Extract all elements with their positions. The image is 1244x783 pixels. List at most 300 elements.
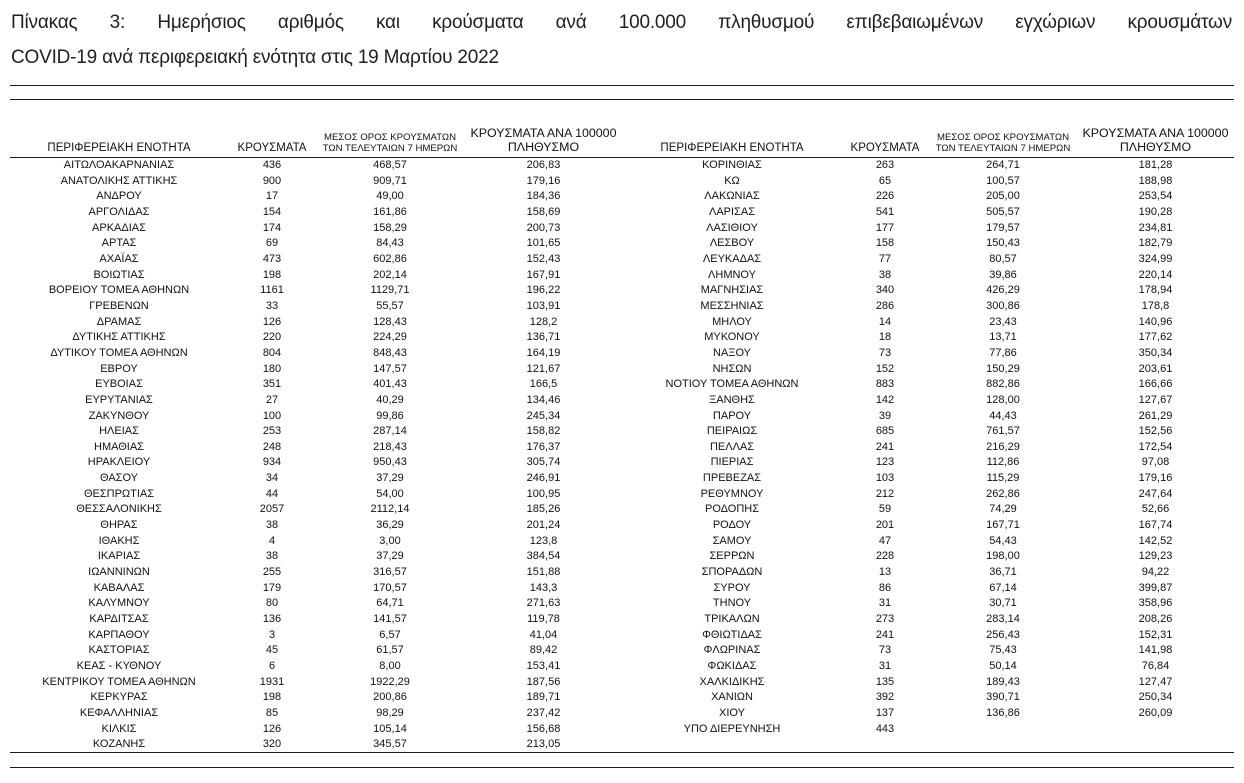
table-row bbox=[10, 581, 1234, 597]
cell-7day-average: 200,86 bbox=[373, 691, 407, 704]
cell-region-name: ΕΥΒΟΙΑΣ bbox=[95, 378, 143, 391]
cell-7day-average: 345,57 bbox=[373, 738, 407, 751]
cell-7day-average: 262,86 bbox=[986, 487, 1020, 500]
cell-region-name: ΝΑΞΟΥ bbox=[713, 346, 751, 359]
cell-cases-per-100k: 213,05 bbox=[526, 738, 561, 751]
cell-region-name: ΕΥΡΥΤΑΝΙΑΣ bbox=[85, 393, 153, 406]
cell-cases-per-100k: 208,26 bbox=[1138, 613, 1173, 626]
cell-region-name: ΝΟΤΙΟΥ ΤΟΜΕΑ ΑΘΗΝΩΝ bbox=[665, 378, 799, 391]
cell-cases-per-100k: 188,98 bbox=[1138, 174, 1173, 187]
cell-region-name: ΚΟΡΙΝΘΙΑΣ bbox=[702, 159, 762, 171]
cell-7day-average: 37,29 bbox=[376, 472, 404, 485]
table-row bbox=[10, 565, 1234, 581]
column-header-cases: ΚΡΟΥΣΜΑΤΑ bbox=[228, 114, 316, 158]
cell-daily-cases: 137 bbox=[875, 706, 895, 719]
table-row bbox=[10, 409, 1234, 425]
cell-7day-average: 84,43 bbox=[376, 237, 404, 250]
column-header-avg-7day: ΜΕΣΟΣ ΟΡΟΣ ΚΡΟΥΣΜΑΤΩΝ ΤΩΝ ΤΕΛΕΥΤΑΙΩΝ 7 ΗΜΕΡΩΝ bbox=[316, 114, 464, 158]
cell-region-name: ΝΗΣΩΝ bbox=[712, 362, 752, 375]
table-row bbox=[10, 377, 1234, 393]
cell-region-name: ΑΡΓΟΛΙΔΑΣ bbox=[88, 205, 150, 218]
page-title-line1: Πίνακας 3: Ημερήσιος αριθμός και κρούσματα ανά 100.000 πληθυσμού επιβεβαιωμένων εγχώριων κρουσμάτων bbox=[11, 12, 1232, 33]
cell-daily-cases: 33 bbox=[265, 299, 279, 312]
cell-cases-per-100k: 101,65 bbox=[526, 237, 561, 250]
cell-daily-cases: 1931 bbox=[259, 675, 285, 688]
cell-7day-average: 468,57 bbox=[373, 159, 407, 171]
cell-region-name: ΚΑΡΠΑΘΟΥ bbox=[88, 628, 150, 641]
cell-daily-cases: 126 bbox=[262, 315, 282, 328]
cell-7day-average: 100,57 bbox=[986, 174, 1020, 187]
cell-cases-per-100k: 178,8 bbox=[1141, 299, 1170, 312]
table-row bbox=[10, 189, 1234, 205]
cell-cases-per-100k: 103,91 bbox=[526, 299, 561, 312]
cell-daily-cases: 174 bbox=[262, 221, 282, 234]
cell-cases-per-100k bbox=[1077, 737, 1234, 753]
cell-7day-average: 36,71 bbox=[989, 566, 1017, 579]
cell-7day-average: 161,86 bbox=[373, 205, 407, 218]
cell-cases-per-100k: 52,66 bbox=[1141, 503, 1170, 516]
cell-cases-per-100k: 143,3 bbox=[529, 581, 558, 594]
cell-cases-per-100k: 100,95 bbox=[526, 487, 561, 500]
cell-region-name: ΔΥΤΙΚΟΥ ΤΟΜΕΑ ΑΘΗΝΩΝ bbox=[50, 346, 188, 359]
cell-cases-per-100k: 128,2 bbox=[529, 315, 558, 328]
cell-cases-per-100k: 142,52 bbox=[1138, 534, 1173, 547]
cell-7day-average: 67,14 bbox=[989, 581, 1017, 594]
cell-7day-average: 179,57 bbox=[986, 221, 1020, 234]
cell-region-name: ΛΗΜΝΟΥ bbox=[708, 268, 756, 281]
cell-7day-average: 401,43 bbox=[373, 378, 407, 391]
table-row bbox=[10, 690, 1234, 706]
cell-daily-cases: 123 bbox=[875, 456, 895, 469]
page-title-line2: COVID-19 ανά περιφερειακή ενότητα στις 19 Μαρτίου 2022 bbox=[11, 47, 499, 68]
table-row bbox=[10, 299, 1234, 315]
cell-daily-cases: 198 bbox=[262, 691, 282, 704]
table-row bbox=[10, 659, 1234, 675]
cell-daily-cases: 1161 bbox=[260, 284, 284, 297]
cell-region-name: ΑΝΔΡΟΥ bbox=[96, 190, 142, 203]
cell-daily-cases: 31 bbox=[878, 660, 892, 672]
cell-region-name: ΦΘΙΩΤΙΔΑΣ bbox=[702, 628, 762, 641]
cell-7day-average bbox=[929, 737, 1077, 753]
cell-cases-per-100k: 350,34 bbox=[1138, 346, 1173, 359]
cell-7day-average: 54,43 bbox=[989, 534, 1017, 547]
cell-region-name: ΘΗΡΑΣ bbox=[100, 519, 138, 532]
cell-region-name: ΠΕΙΡΑΙΩΣ bbox=[706, 425, 758, 438]
cell-daily-cases: 179 bbox=[262, 581, 282, 594]
cell-7day-average: 105,14 bbox=[373, 722, 407, 735]
table-row bbox=[10, 612, 1234, 628]
cell-cases-per-100k: 271,63 bbox=[526, 597, 561, 610]
cell-7day-average: 848,43 bbox=[373, 346, 407, 359]
cell-cases-per-100k: 384,54 bbox=[526, 550, 561, 563]
cell-daily-cases: 804 bbox=[262, 346, 282, 359]
cell-region-name: ΚΕΑΣ - ΚΥΘΝΟΥ bbox=[76, 660, 162, 672]
cell-cases-per-100k: 41,04 bbox=[529, 628, 558, 641]
cell-cases-per-100k: 166,5 bbox=[529, 378, 558, 391]
table-header bbox=[10, 114, 1234, 158]
cell-7day-average: 170,57 bbox=[373, 581, 407, 594]
cell-cases-per-100k: 178,94 bbox=[1138, 284, 1173, 297]
table-row bbox=[10, 330, 1234, 346]
cell-cases-per-100k: 201,24 bbox=[526, 519, 561, 532]
cell-7day-average: 602,86 bbox=[373, 252, 407, 265]
cell-daily-cases: 541 bbox=[875, 205, 895, 218]
cell-region-name: ΤΗΝΟΥ bbox=[712, 597, 752, 610]
cell-daily-cases: 263 bbox=[875, 159, 895, 171]
cell-7day-average: 141,57 bbox=[373, 613, 407, 626]
cell-region-name: ΓΡΕΒΕΝΩΝ bbox=[89, 299, 149, 312]
cell-daily-cases: 226 bbox=[875, 190, 895, 203]
cell-cases-per-100k: 399,87 bbox=[1138, 581, 1173, 594]
cell-cases-per-100k: 127,47 bbox=[1138, 675, 1173, 688]
cell-7day-average: 77,86 bbox=[989, 346, 1017, 359]
cell-region-name: ΜΗΛΟΥ bbox=[712, 315, 752, 328]
cell-7day-average: 115,29 bbox=[986, 472, 1020, 485]
cell-region-name: ΞΑΝΘΗΣ bbox=[709, 393, 755, 406]
cell-daily-cases: 934 bbox=[262, 456, 282, 469]
cell-cases-per-100k: 200,73 bbox=[526, 221, 561, 234]
cell-7day-average: 112,86 bbox=[986, 456, 1020, 469]
table-body bbox=[10, 158, 1234, 753]
cell-daily-cases: 27 bbox=[265, 393, 279, 406]
cell-cases-per-100k: 156,68 bbox=[526, 722, 561, 735]
cell-7day-average: 36,29 bbox=[376, 519, 404, 532]
cell-7day-average: 2112,14 bbox=[370, 503, 410, 516]
cell-cases-per-100k: 246,91 bbox=[526, 472, 561, 485]
cell-region-name: ΔΡΑΜΑΣ bbox=[96, 315, 142, 328]
cell-cases-per-100k: 152,31 bbox=[1138, 628, 1173, 641]
cell-region-name: ΣΠΟΡΑΔΩΝ bbox=[701, 566, 763, 579]
cell-cases-per-100k: 189,71 bbox=[526, 691, 561, 704]
cell-region-name: ΚΕΡΚΥΡΑΣ bbox=[90, 691, 148, 704]
table-row bbox=[10, 252, 1234, 268]
cell-cases-per-100k: 190,28 bbox=[1138, 205, 1173, 218]
cell-daily-cases: 154 bbox=[262, 205, 282, 218]
cell-cases-per-100k: 185,26 bbox=[526, 503, 561, 516]
cell-region-name: ΜΕΣΣΗΝΙΑΣ bbox=[700, 299, 764, 312]
cell-cases-per-100k: 167,74 bbox=[1138, 519, 1173, 532]
cell-region-name: ΤΡΙΚΑΛΩΝ bbox=[704, 613, 760, 626]
cell-cases-per-100k: 134,46 bbox=[526, 393, 561, 406]
cell-cases-per-100k: 187,56 bbox=[526, 675, 561, 688]
cell-7day-average: 49,00 bbox=[376, 190, 404, 203]
cell-daily-cases: 18 bbox=[878, 331, 892, 344]
covid-cases-table bbox=[10, 114, 1234, 753]
cell-region-name: ΠΙΕΡΙΑΣ bbox=[710, 456, 754, 469]
cell-daily-cases: 80 bbox=[265, 597, 279, 610]
cell-region-name: ΦΛΩΡΙΝΑΣ bbox=[703, 644, 761, 657]
cell-cases-per-100k: 167,91 bbox=[526, 268, 561, 281]
divider-bottom-1 bbox=[10, 752, 1234, 753]
cell-7day-average: 54,00 bbox=[376, 487, 404, 500]
cell-region-name: ΗΜΑΘΙΑΣ bbox=[94, 440, 144, 453]
cell-7day-average: 39,86 bbox=[989, 268, 1017, 281]
cell-cases-per-100k: 358,96 bbox=[1138, 597, 1173, 610]
cell-daily-cases: 241 bbox=[875, 440, 895, 453]
cell-7day-average: 300,86 bbox=[986, 299, 1020, 312]
cell-cases-per-100k: 172,54 bbox=[1138, 440, 1173, 453]
cell-cases-per-100k: 158,69 bbox=[526, 205, 561, 218]
cell-region-name: ΣΕΡΡΩΝ bbox=[709, 550, 755, 563]
cell-daily-cases: 31 bbox=[878, 597, 892, 610]
cell-7day-average: 1129,71 bbox=[370, 284, 410, 297]
cell-cases-per-100k: 158,82 bbox=[526, 425, 561, 438]
cell-daily-cases: 180 bbox=[262, 362, 282, 375]
table-row bbox=[10, 393, 1234, 409]
cell-region-name: ΒΟΙΩΤΙΑΣ bbox=[93, 268, 145, 281]
cell-cases-per-100k: 151,88 bbox=[526, 566, 561, 579]
cell-region-name: ΚΑΛΥΜΝΟΥ bbox=[88, 597, 150, 610]
cell-7day-average: 224,29 bbox=[373, 331, 407, 344]
cell-daily-cases: 340 bbox=[875, 284, 895, 297]
cell-7day-average: 505,57 bbox=[986, 205, 1020, 218]
cell-region-name: ΗΛΕΙΑΣ bbox=[99, 425, 139, 438]
cell-region-name: ΚΟΖΑΝΗΣ bbox=[92, 738, 146, 751]
table-row bbox=[10, 549, 1234, 565]
cell-cases-per-100k: 152,43 bbox=[526, 252, 561, 265]
cell-region-name: ΧΙΟΥ bbox=[719, 706, 745, 719]
cell-7day-average: 98,29 bbox=[376, 706, 404, 719]
cell-daily-cases: 198 bbox=[262, 268, 282, 281]
table-row bbox=[10, 283, 1234, 299]
cell-daily-cases: 212 bbox=[875, 487, 895, 500]
table-row bbox=[10, 236, 1234, 252]
cell-daily-cases: 47 bbox=[878, 534, 892, 547]
column-header-cases-per-100k: ΚΡΟΥΣΜΑΤΑ ΑΝΑ 100000 ΠΛΗΘΥΣΜΟ bbox=[1077, 114, 1234, 158]
cell-region-name: ΑΝΑΤΟΛΙΚΗΣ ΑΤΤΙΚΗΣ bbox=[60, 174, 178, 187]
cell-cases-per-100k: 136,71 bbox=[526, 331, 561, 344]
table-row bbox=[10, 455, 1234, 471]
cell-7day-average: 3,00 bbox=[379, 534, 401, 547]
cell-region-name: ΔΥΤΙΚΗΣ ΑΤΤΙΚΗΣ bbox=[72, 331, 166, 344]
cell-cases-per-100k: 196,22 bbox=[526, 284, 561, 297]
cell-region-name: ΛΑΡΙΣΑΣ bbox=[708, 205, 755, 218]
cell-cases-per-100k: 253,54 bbox=[1138, 190, 1173, 203]
cell-cases-per-100k: 129,23 bbox=[1138, 550, 1173, 563]
cell-cases-per-100k: 184,36 bbox=[526, 190, 561, 203]
cell-7day-average: 44,43 bbox=[989, 409, 1017, 422]
table-row bbox=[10, 722, 1234, 738]
cell-daily-cases: 241 bbox=[875, 628, 895, 641]
table-row bbox=[10, 471, 1234, 487]
cell-daily-cases: 126 bbox=[262, 722, 282, 735]
cell-cases-per-100k: 153,41 bbox=[526, 660, 561, 672]
cell-daily-cases: 38 bbox=[878, 268, 892, 281]
cell-cases-per-100k: 179,16 bbox=[1138, 472, 1173, 485]
cell-7day-average: 167,71 bbox=[986, 519, 1020, 532]
cell-region-name: ΑΙΤΩΛΟΑΚΑΡΝΑΝΙΑΣ bbox=[63, 159, 175, 171]
column-header-cases-per-100k: ΚΡΟΥΣΜΑΤΑ ΑΝΑ 100000 ΠΛΗΘΥΣΜΟ bbox=[464, 114, 623, 158]
cell-region-name: ΧΑΝΙΩΝ bbox=[711, 691, 753, 704]
cell-daily-cases: 220 bbox=[262, 331, 282, 344]
cell-daily-cases: 14 bbox=[878, 315, 892, 328]
cell-region-name: ΚΑΣΤΟΡΙΑΣ bbox=[88, 644, 150, 657]
cell-region-name: ΚΩ bbox=[724, 174, 740, 187]
cell-7day-average: 147,57 bbox=[373, 362, 407, 375]
cell-7day-average: 55,57 bbox=[376, 299, 404, 312]
cell-cases-per-100k: 206,83 bbox=[526, 159, 561, 171]
cell-cases-per-100k: 245,34 bbox=[526, 409, 561, 422]
cell-7day-average: 99,86 bbox=[376, 409, 404, 422]
table-row bbox=[10, 534, 1234, 550]
cell-7day-average: 136,86 bbox=[986, 706, 1020, 719]
header-row bbox=[10, 114, 1234, 158]
divider-top-1 bbox=[10, 85, 1234, 86]
cell-cases-per-100k: 177,62 bbox=[1138, 331, 1173, 344]
cell-daily-cases: 136 bbox=[262, 613, 282, 626]
cell-cases-per-100k: 237,42 bbox=[526, 706, 561, 719]
table-row bbox=[10, 706, 1234, 722]
cell-daily-cases: 65 bbox=[878, 174, 892, 187]
cell-region-name: ΛΕΣΒΟΥ bbox=[709, 237, 755, 250]
cell-region-name: ΡΟΔΟΠΗΣ bbox=[704, 503, 760, 516]
cell-daily-cases: 3 bbox=[268, 628, 276, 641]
column-header-region: ΠΕΡΙΦΕΡΕΙΑΚΗ ΕΝΟΤΗΤΑ bbox=[10, 114, 228, 158]
table-row bbox=[10, 205, 1234, 221]
cell-daily-cases: 201 bbox=[875, 519, 895, 532]
cell-daily-cases: 77 bbox=[878, 252, 892, 265]
cell-daily-cases: 135 bbox=[875, 675, 895, 688]
table-row bbox=[10, 518, 1234, 534]
cell-7day-average: 283,14 bbox=[986, 613, 1020, 626]
cell-7day-average: 761,57 bbox=[986, 425, 1020, 438]
cell-cases-per-100k: 324,99 bbox=[1138, 252, 1173, 265]
cell-7day-average: 189,43 bbox=[986, 675, 1020, 688]
cell-daily-cases: 38 bbox=[265, 519, 279, 532]
cell-7day-average: 158,29 bbox=[373, 221, 407, 234]
cell-daily-cases: 685 bbox=[875, 425, 895, 438]
cell-cases-per-100k bbox=[1077, 722, 1234, 738]
cell-region-name: ΚΙΛΚΙΣ bbox=[101, 722, 137, 735]
table-row bbox=[10, 487, 1234, 503]
table-row bbox=[10, 346, 1234, 362]
cell-cases-per-100k: 176,37 bbox=[526, 440, 561, 453]
cell-cases-per-100k: 119,78 bbox=[527, 613, 560, 626]
cell-daily-cases: 6 bbox=[268, 660, 276, 672]
column-header-region: ΠΕΡΙΦΕΡΕΙΑΚΗ ΕΝΟΤΗΤΑ bbox=[623, 114, 841, 158]
cell-region-name: ΚΕΝΤΡΙΚΟΥ ΤΟΜΕΑ ΑΘΗΝΩΝ bbox=[42, 675, 196, 688]
cell-cases-per-100k: 250,34 bbox=[1138, 691, 1173, 704]
table-row bbox=[10, 628, 1234, 644]
cell-cases-per-100k: 127,67 bbox=[1138, 393, 1173, 406]
cell-cases-per-100k: 140,96 bbox=[1138, 315, 1173, 328]
cell-cases-per-100k: 179,16 bbox=[526, 174, 561, 187]
cell-7day-average bbox=[929, 722, 1077, 738]
cell-region-name: ΒΟΡΕΙΟΥ ΤΟΜΕΑ ΑΘΗΝΩΝ bbox=[48, 284, 190, 297]
cell-region-name: ΠΡΕΒΕΖΑΣ bbox=[702, 472, 762, 485]
cell-region-name: ΘΕΣΠΡΩΤΙΑΣ bbox=[83, 487, 155, 500]
cell-7day-average: 30,71 bbox=[989, 597, 1017, 610]
cell-daily-cases: 158 bbox=[875, 237, 895, 250]
cell-cases-per-100k: 76,84 bbox=[1141, 660, 1170, 672]
cell-daily-cases: 443 bbox=[875, 722, 895, 735]
cell-7day-average: 150,29 bbox=[986, 362, 1020, 375]
cell-region-name: ΕΒΡΟΥ bbox=[100, 362, 138, 375]
cell-daily-cases: 142 bbox=[875, 393, 895, 406]
cell-7day-average: 882,86 bbox=[986, 378, 1020, 391]
cell-cases-per-100k: 141,98 bbox=[1138, 644, 1173, 657]
page-title bbox=[11, 5, 1232, 75]
cell-7day-average: 264,71 bbox=[986, 159, 1020, 171]
cell-region-name: ΡΟΔΟΥ bbox=[712, 519, 752, 532]
cell-cases-per-100k: 121,67 bbox=[526, 362, 561, 375]
table-row bbox=[10, 424, 1234, 440]
cell-region-name: ΥΠΟ ΔΙΕΡΕΥΝΗΣΗ bbox=[683, 722, 781, 735]
cell-region-name: ΖΑΚΥΝΘΟΥ bbox=[88, 409, 150, 422]
cell-region-name: ΛΕΥΚΑΔΑΣ bbox=[702, 252, 762, 265]
cell-7day-average: 202,14 bbox=[373, 268, 407, 281]
cell-region-name: ΙΘΑΚΗΣ bbox=[98, 534, 140, 547]
table-row bbox=[10, 221, 1234, 237]
table-row bbox=[10, 596, 1234, 612]
table-row bbox=[10, 440, 1234, 456]
cell-cases-per-100k: 182,79 bbox=[1138, 237, 1173, 250]
cell-cases-per-100k: 220,14 bbox=[1138, 268, 1173, 281]
cell-7day-average: 198,00 bbox=[986, 550, 1020, 563]
table-row bbox=[10, 158, 1234, 174]
cell-region-name: ΛΑΣΙΘΙΟΥ bbox=[706, 221, 758, 234]
table-row bbox=[10, 362, 1234, 378]
cell-7day-average: 23,43 bbox=[989, 315, 1017, 328]
table-row bbox=[10, 174, 1234, 190]
cell-daily-cases: 44 bbox=[265, 487, 279, 500]
cell-region-name: ΠΑΡΟΥ bbox=[712, 409, 752, 422]
cell-daily-cases: 900 bbox=[262, 174, 282, 187]
cell-7day-average: 80,57 bbox=[989, 252, 1017, 265]
cell-cases-per-100k: 305,74 bbox=[526, 456, 561, 469]
cell-daily-cases: 86 bbox=[878, 581, 892, 594]
cell-cases-per-100k: 89,42 bbox=[529, 644, 558, 657]
cell-region-name: ΑΡΚΑΔΙΑΣ bbox=[92, 221, 146, 234]
cell-7day-average: 316,57 bbox=[373, 566, 407, 579]
cell-7day-average: 390,71 bbox=[986, 691, 1020, 704]
cell-daily-cases: 45 bbox=[265, 644, 279, 657]
cell-region-name: ΚΑΡΔΙΤΣΑΣ bbox=[89, 613, 149, 626]
cell-7day-average: 50,14 bbox=[989, 660, 1017, 672]
cell-cases-per-100k: 234,81 bbox=[1138, 221, 1173, 234]
cell-region-name: ΦΩΚΙΔΑΣ bbox=[707, 660, 757, 672]
cell-cases-per-100k: 97,08 bbox=[1141, 456, 1170, 469]
cell-region-name: ΙΚΑΡΙΑΣ bbox=[97, 550, 141, 563]
cell-region-name: ΙΩΑΝΝΙΝΩΝ bbox=[88, 566, 150, 579]
cell-daily-cases: 34 bbox=[265, 472, 279, 485]
cell-daily-cases: 248 bbox=[262, 440, 282, 453]
table-row bbox=[10, 675, 1234, 691]
cell-daily-cases: 4 bbox=[268, 534, 276, 547]
cell-region-name: ΧΑΛΚΙΔΙΚΗΣ bbox=[699, 675, 765, 688]
cell-daily-cases: 38 bbox=[265, 550, 279, 563]
cell-7day-average: 40,29 bbox=[376, 393, 404, 406]
cell-7day-average: 1922,29 bbox=[370, 675, 410, 688]
divider-top-2 bbox=[10, 99, 1234, 100]
cell-region-name: ΡΕΘΥΜΝΟΥ bbox=[700, 487, 764, 500]
cell-7day-average: 61,57 bbox=[376, 644, 404, 657]
cell-cases-per-100k: 94,22 bbox=[1141, 566, 1170, 579]
cell-daily-cases: 103 bbox=[875, 472, 895, 485]
cell-cases-per-100k: 203,61 bbox=[1138, 362, 1173, 375]
cell-cases-per-100k: 123,8 bbox=[529, 534, 558, 547]
cell-7day-average: 8,00 bbox=[379, 660, 401, 672]
cell-daily-cases: 152 bbox=[875, 362, 895, 375]
cell-region-name: ΘΑΣΟΥ bbox=[99, 472, 139, 485]
cell-daily-cases: 73 bbox=[878, 644, 892, 657]
column-header-avg-7day: ΜΕΣΟΣ ΟΡΟΣ ΚΡΟΥΣΜΑΤΩΝ ΤΩΝ ΤΕΛΕΥΤΑΙΩΝ 7 ΗΜΕΡΩΝ bbox=[929, 114, 1077, 158]
cell-7day-average: 37,29 bbox=[376, 550, 404, 563]
column-header-cases: ΚΡΟΥΣΜΑΤΑ bbox=[841, 114, 929, 158]
cell-7day-average: 6,57 bbox=[379, 628, 401, 641]
cell-daily-cases: 69 bbox=[265, 237, 279, 250]
cell-region-name: ΜΑΓΝΗΣΙΑΣ bbox=[700, 284, 764, 297]
